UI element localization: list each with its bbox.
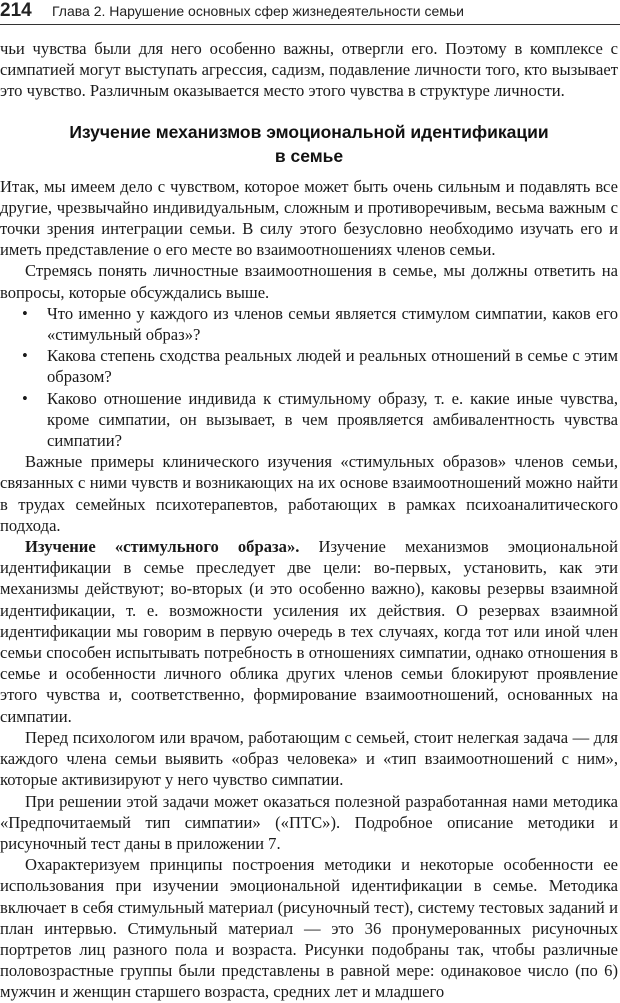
page-number: 214	[0, 0, 32, 21]
list-item	[0, 303, 618, 345]
section-title	[0, 120, 618, 168]
paragraph: Охарактеризуем принципы построения методики и некоторые особенности ее использования при изучении эмоциональной идентификации в семье. Методика включает в себя стимульный материал (рисуночный тест), систему тестовых заданий и план интервью. Стимульный материал — это 36 пронумерованных рисуночных портретов лиц разного пола и возраста. Рисунки подобраны так, чтобы различные половозрастные группы были представлены в равной мере: одинаковое число (по 6) мужчин и женщин старшего возраста, средних лет и младшего	[0, 855, 618, 1002]
question-list	[0, 303, 618, 451]
header-rule	[0, 24, 620, 25]
section-title-line2: в семье	[274, 145, 344, 166]
paragraph: Итак, мы имеем дело с чувством, которое может быть очень сильным и подавлять все другие, чрезвычайно индивидуальным, сложным и противоречивым, весьма важным с точки зрения интеграции семьи. В силу этого безусловно необходимо изучать его и иметь представление о его месте во взаимоотношениях членов семьи.	[0, 176, 618, 260]
paragraph: При решении этой задачи может оказаться полезной разработанная нами методика «Предпочитаемый тип симпатии» («ПТС»). Подробное описание методики и рисуночный тест даны в приложении 7.	[0, 791, 618, 853]
page-header	[0, 0, 620, 24]
list-item-text: Каково отношение индивида к стимульному образу, т. е. какие иные чувства, кроме симпатии, он вызывает, в чем проявляется амбивалентность чувства симпатии?	[47, 388, 618, 451]
section-title-line1: Изучение механизмов эмоциональной идентификации	[69, 121, 549, 142]
list-item-text: Какова степень сходства реальных людей и реальных отношений в семье с этим образом?	[47, 346, 618, 387]
bullet-marker: •	[22, 346, 28, 366]
run-in-heading: Изучение «стимульного образа».	[25, 537, 300, 557]
paragraph-text: Изучение механизмов эмоциональной идентификации в семье преследует две цели: во-первых, установить, как эти механизмы действуют; во-вторых (и это особенно важно), каковы резервы взаимной идентификации, т. е. возможности усиления их действия. О резервах взаимной идентификации мы говорим в первую очередь в тех случаях, когда тот или иной член семьи способен испытывать потребность в отношениях симпатии, однако отношения в семье и особенности личного облика других членов семьи блокируют проявление этого чувства и, соответственно, формирование взаимоотношений, основанных на симпатии.	[0, 537, 619, 726]
running-title: Глава 2. Нарушение основных сфер жизнедеятельности семьи	[52, 3, 465, 19]
paragraph-continuation: чьи чувства были для него особенно важны, отвергли его. Поэтому в комплексе с симпатией могут выступать агрессия, садизм, подавление личности того, кто вызывает это чувство. Различным оказывается место этого чувства в структуре личности.	[0, 39, 618, 101]
bullet-marker: •	[22, 388, 28, 408]
list-item-text: Что именно у каждого из членов семьи является стимулом симпатии, каков его «стимульный образ»?	[47, 303, 618, 345]
paragraph: Важные примеры клинического изучения «стимульных образов» членов семьи, связанных с ними чувств и возникающих на их основе взаимоотношений можно найти в трудах семейных психотерапевтов, работающих в рамках психоаналитического подхода.	[0, 452, 618, 535]
page-body	[0, 38, 618, 1003]
list-item	[0, 388, 618, 452]
paragraph: Перед психологом или врачом, работающим с семьей, стоит нелегкая задача — для каждого члена семьи выявить «образ человека» и «тип взаимоотношений с ним», которые активизируют у него чувство симпатии.	[0, 727, 618, 790]
list-item	[0, 345, 618, 387]
paragraph	[0, 536, 618, 727]
bullet-marker: •	[22, 303, 28, 323]
paragraph: Стремясь понять личностные взаимоотношения в семье, мы должны ответить на вопросы, которые обсуждались выше.	[0, 261, 618, 302]
